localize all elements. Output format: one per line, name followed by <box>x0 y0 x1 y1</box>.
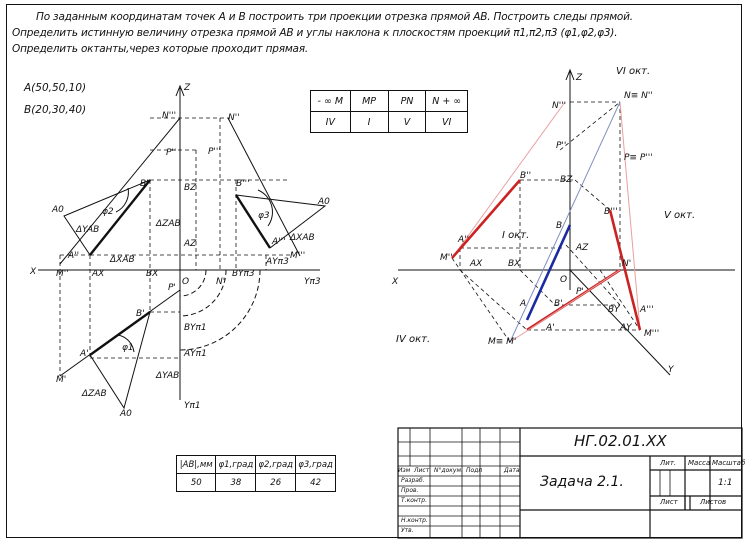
label-m-profile: M''' <box>290 251 306 261</box>
label-a-horizontal: A' <box>80 349 89 359</box>
label-m-frontal: M'' <box>56 269 69 279</box>
label-a0-profile: A0 <box>318 197 330 207</box>
axo-label-y: Y <box>668 365 674 375</box>
octant-iv-label: IV окт. <box>396 334 431 345</box>
axo-label-p-horizontal: P' <box>576 287 584 297</box>
axo-label-a-horizontal: A' <box>546 323 555 333</box>
label-n-horizontal: N' <box>216 277 226 287</box>
task-line-1: По заданным координатам точек А и В построить три проекции отрезка прямой АВ. Построить следы прямой. <box>36 11 633 23</box>
label-phi2: φ2 <box>102 207 114 217</box>
angle-header: |AB|,мм <box>177 456 216 474</box>
axo-label-b-horizontal: B' <box>554 299 563 309</box>
octant-value: V <box>388 112 426 133</box>
label-ax: AX <box>92 269 105 279</box>
stamp-mass: Масса <box>688 459 711 467</box>
stamp-sheet: Лист <box>660 498 678 506</box>
axo-label-a: A <box>520 299 527 309</box>
label-bz: BZ <box>184 183 197 193</box>
octant-vi-label: VI окт. <box>616 66 651 77</box>
stamp-sheets: Листов <box>700 498 727 506</box>
label-b-frontal: B'' <box>140 179 152 189</box>
octant-i-label: I окт. <box>502 230 530 241</box>
angle-value: 38 <box>216 474 256 492</box>
label-ay-pi3: AYπ3 <box>266 257 289 267</box>
point-b-coords: B(20,30,40) <box>24 104 87 116</box>
axo-label-a-profile: A''' <box>640 305 654 315</box>
label-dz-ab-horizontal: ΔZAB <box>82 389 107 399</box>
axo-label-b-frontal: B'' <box>520 171 532 181</box>
label-b-horizontal: B' <box>136 309 145 319</box>
label-n-profile: N'' <box>228 113 240 123</box>
stamp-hdr-date: Дата <box>504 467 520 474</box>
stamp-lit: Лит. <box>660 459 677 467</box>
label-ay-pi1: AYπ1 <box>184 349 207 359</box>
axo-label-b-profile: B''' <box>604 207 618 217</box>
axo-label-m-m: M≡ M' <box>488 337 517 347</box>
label-p-frontal: P'' <box>166 148 177 158</box>
stamp-hdr-list: Лист <box>414 467 430 474</box>
profile-projection-extension <box>620 102 640 330</box>
label-n-frontal: N''' <box>162 111 177 121</box>
label-a-frontal: A'' <box>68 251 80 261</box>
octant-header: N + ∞ <box>426 91 468 112</box>
axo-label-ax: AX <box>470 259 483 269</box>
label-phi1: φ1 <box>122 343 134 353</box>
label-m-horizontal: M' <box>56 375 67 385</box>
axo-label-a-frontal: A'' <box>458 235 470 245</box>
label-phi3: φ3 <box>258 211 270 221</box>
axo-label-m-frontal: M'' <box>440 253 453 263</box>
angle-value: 26 <box>256 474 296 492</box>
label-x: X <box>30 267 37 277</box>
label-dx-ab: ΔXAB <box>110 255 135 265</box>
label-dy-ab-horizontal: ΔYAB <box>156 371 180 381</box>
octant-value: VI <box>426 112 468 133</box>
axo-label-bx: BX <box>508 259 521 269</box>
stamp-role: Утв. <box>401 527 414 534</box>
label-dx-ab-profile: ΔXAB <box>290 233 315 243</box>
angle-value: 50 <box>177 474 216 492</box>
task-line-2: Определить истинную величину отрезка прямой АВ и углы наклона к плоскостям проекций π1,π2,π3 (φ1,φ2,φ3). <box>12 27 618 39</box>
label-dz-ab: ΔZAB <box>156 219 181 229</box>
axo-label-m-profile: M''' <box>644 329 660 339</box>
octant-value: IV <box>311 112 351 133</box>
axo-label-o: O <box>560 275 568 285</box>
stamp-role: Н.контр. <box>401 517 428 524</box>
octant-value: I <box>350 112 388 133</box>
stamp-hdr-sign: Подп <box>466 467 483 474</box>
axo-label-by: BY <box>608 305 620 315</box>
label-a-profile: A''' <box>272 237 286 247</box>
stamp-role: Разраб. <box>401 477 425 484</box>
point-a-coords: A(50,50,10) <box>24 82 87 94</box>
axo-label-p-p: P≡ P''' <box>624 153 653 163</box>
axo-label-n-horizontal: N' <box>622 259 632 269</box>
line-ab-frontal-extension <box>60 118 180 264</box>
axo-segment-ab-frontal <box>452 180 520 258</box>
axo-label-z: Z <box>576 73 583 83</box>
label-a0-horizontal: A0 <box>120 409 132 419</box>
stamp-role: Т.контр. <box>401 497 428 504</box>
angle-value: 42 <box>296 474 336 492</box>
stamp-role: Пров. <box>401 487 419 494</box>
label-y-pi3: Yπ3 <box>304 277 321 287</box>
octant-header: PN <box>388 91 426 112</box>
label-b-profile: B''' <box>236 179 250 189</box>
drawing-title: Задача 2.1. <box>540 474 624 490</box>
stamp-hdr-izm: Изм <box>398 467 411 474</box>
octant-header: MP <box>350 91 388 112</box>
label-a0-frontal: A0 <box>52 205 64 215</box>
label-az: AZ <box>184 239 197 249</box>
axo-label-ay: AY <box>620 323 632 333</box>
angle-header: φ3,град <box>296 456 336 474</box>
label-by-pi3: BYπ3 <box>232 269 255 279</box>
axo-label-x: X <box>392 277 399 287</box>
label-o: O <box>182 277 190 287</box>
axo-label-bz: BZ <box>560 175 573 185</box>
right-labels <box>391 66 695 375</box>
label-z: Z <box>184 83 191 93</box>
octant-v-label: V окт. <box>664 210 696 221</box>
angle-header: φ2,град <box>256 456 296 474</box>
drawing-code: НГ.02.01.XX <box>574 432 667 450</box>
label-p-horizontal: P' <box>168 283 176 293</box>
angle-header: φ1,град <box>216 456 256 474</box>
axo-label-n-n: N≡ N'' <box>624 91 653 101</box>
axonometric-drawing <box>398 70 735 375</box>
stamp-hdr-doc: N°докум. <box>434 467 463 474</box>
label-bx: BX <box>146 269 159 279</box>
label-p-profile: P''' <box>208 147 221 157</box>
segment-ab-profile <box>236 195 270 248</box>
axo-label-p-frontal: P'' <box>556 141 567 151</box>
axo-label-az: AZ <box>576 243 589 253</box>
axo-label-n-frontal: N''' <box>552 101 567 111</box>
stamp-scale: 1:1 <box>718 478 733 488</box>
label-by-pi1: BYπ1 <box>184 323 207 333</box>
axo-label-b: B <box>556 221 563 231</box>
label-y-pi1: Yπ1 <box>184 401 201 411</box>
label-dy-ab: ΔYAB <box>76 225 100 235</box>
stamp-scale-label: Масштаб <box>712 459 746 467</box>
octant-header: - ∞ M <box>311 91 351 112</box>
task-line-3: Определить октанты,через которые проходит прямая. <box>12 43 309 55</box>
